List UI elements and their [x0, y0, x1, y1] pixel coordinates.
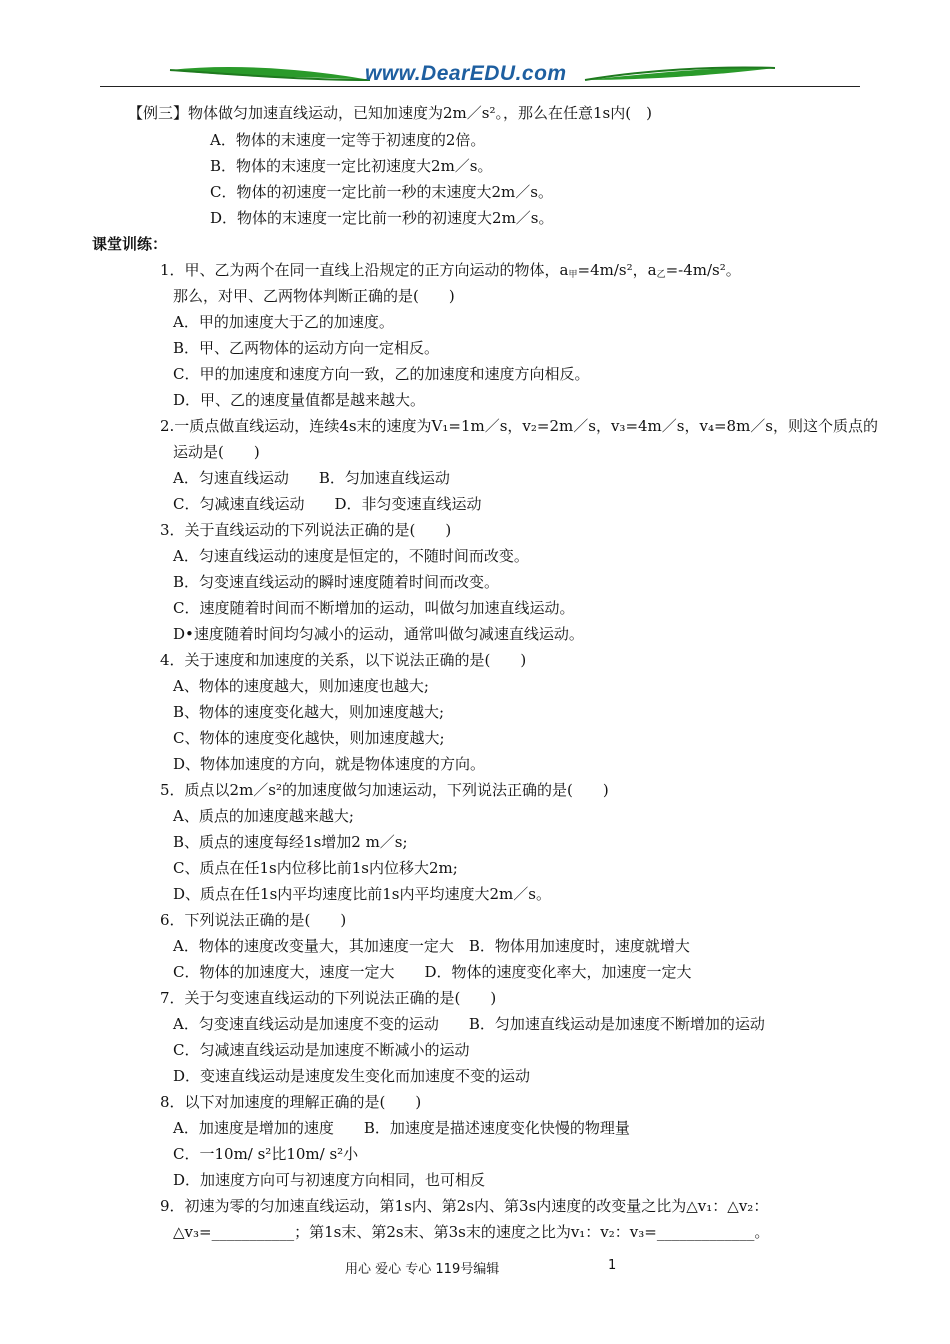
q1-option-a: A．甲的加速度大于乙的加速度。 — [173, 313, 394, 331]
page-number: 1 — [608, 1258, 617, 1273]
q8-options-ab: A．加速度是增加的速度 B．加速度是描述速度变化快慢的物理量 — [173, 1119, 630, 1137]
q2-options-ab: A．匀速直线运动 B．匀加速直线运动 — [173, 469, 450, 487]
q8-option-d: D．加速度方向可与初速度方向相同，也可相反 — [173, 1171, 486, 1189]
q5-option-b: B、质点的速度每经1s增加2 m／s; — [173, 833, 408, 851]
q4-option-b: B、物体的速度变化越大，则加速度越大; — [173, 703, 445, 721]
q7-option-d: D．变速直线运动是速度发生变化而加速度不变的运动 — [173, 1067, 531, 1085]
q1-option-b: B．甲、乙两物体的运动方向一定相反。 — [173, 339, 440, 357]
q8-stem: 8．以下对加速度的理解正确的是( ) — [160, 1093, 422, 1111]
q5-option-c: C、质点在任1s内位移比前1s内位移大2m; — [173, 859, 458, 877]
footer-text: 用心 爱心 专心 119号编辑 — [345, 1262, 500, 1277]
q7-stem: 7．关于匀变速直线运动的下列说法正确的是( ) — [160, 989, 497, 1007]
q2-options-cd: C．匀减速直线运动 D．非匀变速直线运动 — [173, 495, 482, 513]
example-option-c: C．物体的初速度一定比前一秒的末速度大2m／s。 — [210, 183, 553, 201]
q9-stem: 9．初速为零的匀加速直线运动，第1s内、第2s内、第3s内速度的改变量之比为△v₁：△v₂： — [160, 1197, 769, 1215]
example-option-a: A．物体的末速度一定等于初速度的2倍。 — [210, 131, 486, 149]
example-option-d: D．物体的末速度一定比前一秒的初速度大2m／s。 — [210, 209, 554, 227]
q3-option-d: D•速度随着时间均匀减小的运动，通常叫做匀减速直线运动。 — [173, 625, 584, 643]
q7-option-c: C．匀减速直线运动是加速度不断减小的运动 — [173, 1041, 470, 1059]
q3-option-a: A．匀速直线运动的速度是恒定的，不随时间而改变。 — [173, 547, 529, 565]
example-option-b: B．物体的末速度一定比初速度大2m／s。 — [210, 157, 493, 175]
q5-option-a: A、质点的加速度越来越大; — [173, 807, 354, 825]
q3-option-c: C．速度随着时间而不断增加的运动，叫做匀加速直线运动。 — [173, 599, 575, 617]
q4-option-c: C、物体的速度变化越快，则加速度越大; — [173, 729, 445, 747]
q4-option-d: D、物体加速度的方向，就是物体速度的方向。 — [173, 755, 486, 773]
q1-option-d: D．甲、乙的速度量值都是越来越大。 — [173, 391, 426, 409]
q7-options-ab: A．匀变速直线运动是加速度不变的运动 B．匀加速直线运动是加速度不断增加的运动 — [173, 1015, 765, 1033]
q1-stem-continued: 那么，对甲、乙两物体判断正确的是( ) — [173, 287, 455, 305]
example-stem: 【例三】物体做匀加速直线运动，已知加速度为2m／s²。，那么在任意1s内( ) — [128, 104, 652, 122]
section-title: 课堂训练： — [92, 235, 168, 253]
q1-stem: 1．甲、乙为两个在同一直线上沿规定的正方向运动的物体，$a_甲=4m/s^2$，$a_乙=-4m/s^2$。 — [160, 261, 741, 280]
q6-options-ab: A．物体的速度改变量大，其加速度一定大 B．物体用加速度时，速度就增大 — [173, 937, 690, 955]
q4-stem: 4．关于速度和加速度的关系，以下说法正确的是( ) — [160, 651, 527, 669]
q5-option-d: D、质点在任1s内平均速度比前1s内平均速度大2m／s。 — [173, 885, 551, 903]
q8-option-c: C．一10m/ s²比10m/ s²小 — [173, 1145, 359, 1163]
q2-stem-continued: 运动是( ) — [173, 443, 260, 461]
site-url: www.DearEDU.com — [365, 62, 567, 85]
q1-option-c: C．甲的加速度和速度方向一致，乙的加速度和速度方向相反。 — [173, 365, 590, 383]
q4-option-a: A、物体的速度越大，则加速度也越大; — [173, 677, 429, 695]
q9-stem-continued: △v₃=___________；第1s末、第2s末、第3s末的速度之比为v₁：v₂：v₃=_____________。 — [173, 1223, 770, 1241]
q3-stem: 3．关于直线运动的下列说法正确的是( ) — [160, 521, 452, 539]
q5-stem: 5．质点以2m／s²的加速度做匀加速运动，下列说法正确的是( ) — [160, 781, 609, 799]
q3-option-b: B．匀变速直线运动的瞬时速度随着时间而改变。 — [173, 573, 500, 591]
header-rule — [100, 86, 860, 87]
q6-stem: 6．下列说法正确的是( ) — [160, 911, 347, 929]
q6-options-cd: C．物体的加速度大，速度一定大 D．物体的速度变化率大，加速度一定大 — [173, 963, 692, 981]
q2-stem: 2.一质点做直线运动，连续4s末的速度为V₁=1m／s，v₂=2m／s，v₃=4m／s，v₄=8m／s，则这个质点的 — [160, 417, 878, 435]
